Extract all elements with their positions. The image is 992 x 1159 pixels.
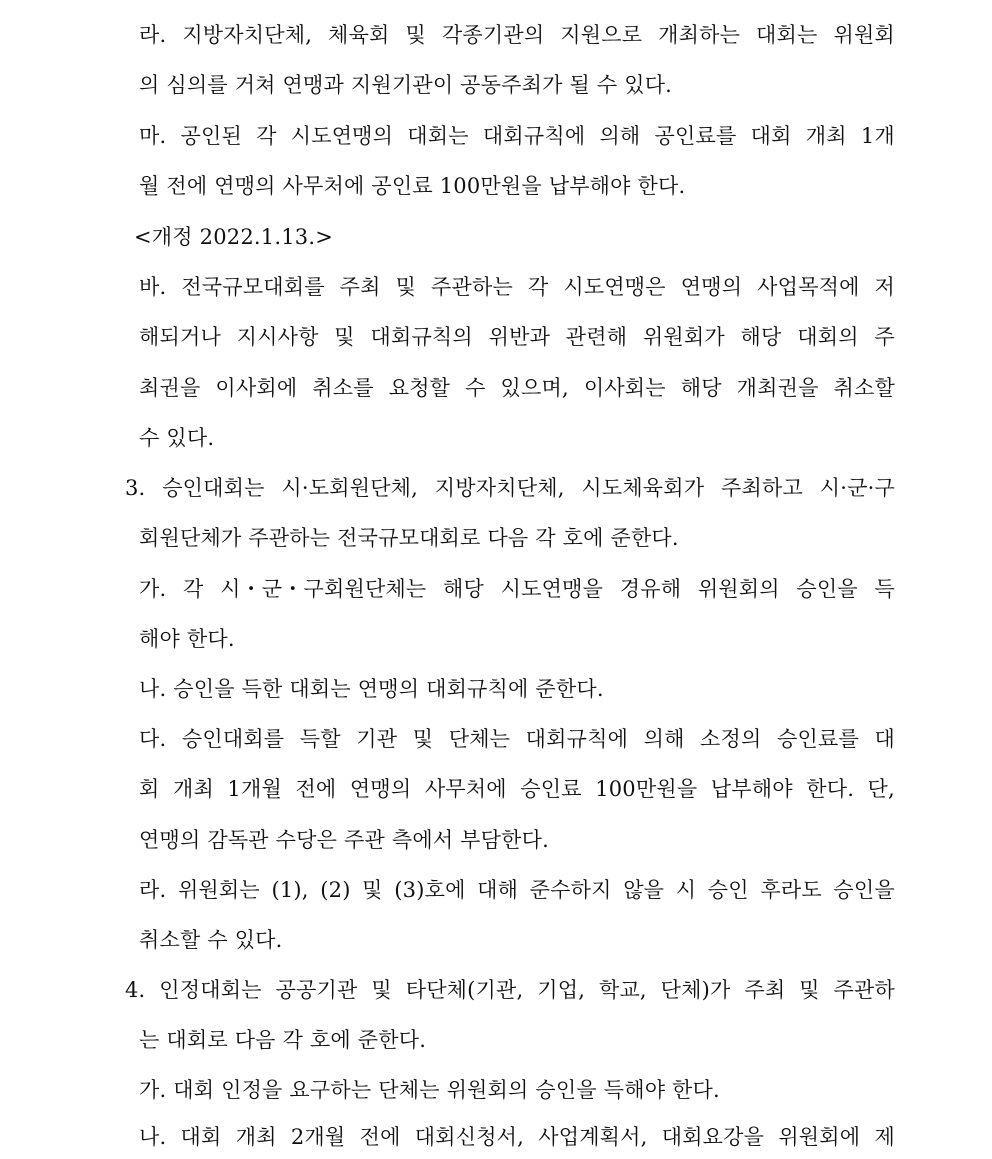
text-line	[139, 775, 895, 803]
word: 주관하	[833, 978, 895, 1002]
word: 전에	[295, 777, 337, 801]
word: 및	[395, 275, 417, 299]
text-line: 수 있다.	[139, 426, 215, 450]
word: 대회요강을	[661, 1125, 765, 1149]
word: 단체는	[448, 727, 511, 751]
text-line: 나. 승인을 득한 대회는 연맹의 대회규칙에 준한다.	[139, 677, 604, 701]
word: 단,	[867, 777, 895, 801]
word: 대회의	[797, 325, 859, 349]
word: 가.	[139, 577, 167, 601]
word: 최권을	[139, 376, 201, 400]
word: 단체)가	[660, 978, 731, 1002]
text-line: 는 대회로 다음 각 호에 준한다.	[139, 1028, 427, 1052]
word: (2)	[320, 878, 351, 902]
word: 위원회에	[778, 1125, 861, 1149]
word: 승인을	[796, 577, 858, 601]
word: 대회는	[407, 124, 469, 148]
word: 승인료를	[777, 727, 859, 751]
word: 요청할	[388, 376, 451, 400]
word: 공인된	[180, 124, 242, 148]
word: 지방자치단체,	[434, 476, 565, 500]
word: 시・군・구회원단체는	[220, 577, 427, 601]
word: 납부해야	[710, 777, 793, 801]
word: 해되거나	[139, 325, 221, 349]
word: 및	[362, 878, 383, 902]
word: 시도연맹의	[290, 124, 394, 148]
word: 지원으로	[560, 23, 643, 47]
word: 공공기관	[275, 978, 358, 1002]
word: 시도체육회가	[581, 476, 705, 500]
word: 개최하는	[658, 23, 741, 47]
word: 바.	[139, 275, 167, 299]
word: 및	[412, 727, 434, 751]
word: 해당	[443, 577, 485, 601]
text-line: 회원단체가 주관하는 전국규모대회로 다음 각 호에 준한다.	[139, 526, 679, 550]
word: 이사회에	[215, 376, 298, 400]
word: 취소할	[833, 376, 895, 400]
word: 각	[183, 577, 204, 601]
word: 개최	[805, 124, 847, 148]
word: 4.	[125, 978, 146, 1002]
word: 라.	[139, 878, 167, 902]
word: 주	[874, 325, 895, 349]
word: 지방자치단체,	[182, 23, 313, 47]
word: 라.	[139, 23, 167, 47]
word: 주최하고	[721, 476, 803, 500]
word: 사업계획서,	[538, 1125, 648, 1149]
word: 개최권을	[736, 376, 819, 400]
word: 해당	[680, 376, 722, 400]
text-line	[139, 273, 895, 301]
text-line	[125, 976, 895, 1004]
word: 준수하지	[529, 878, 612, 902]
word: 한다.	[806, 777, 855, 801]
word: 학교,	[598, 978, 647, 1002]
word: 기업,	[537, 978, 586, 1002]
text-line	[139, 21, 895, 49]
word: 대회는	[756, 23, 818, 47]
word: 관련해	[565, 325, 628, 349]
word: 연맹의	[680, 275, 743, 299]
word: 승인	[707, 878, 749, 902]
word: 1개월	[227, 777, 282, 801]
word: (3)호에	[394, 878, 466, 902]
word: 2개월	[290, 1125, 346, 1149]
text-line	[139, 323, 895, 351]
word: 전국규모대회를	[181, 275, 325, 299]
word: 취소를	[312, 376, 374, 400]
word: 사업목적에	[757, 275, 860, 299]
word: 대회신청서,	[414, 1125, 525, 1149]
word: 있으며,	[500, 376, 569, 400]
word: 개최	[172, 777, 214, 801]
word: 경유해	[619, 577, 682, 601]
word: 각종기관의	[441, 23, 545, 47]
word: 공인료를	[654, 124, 737, 148]
word: 및	[405, 23, 426, 47]
word: 각	[256, 124, 277, 148]
text-line	[139, 575, 895, 603]
word: 저	[874, 275, 895, 299]
word: 대해	[477, 878, 519, 902]
word: 체육회	[328, 23, 390, 47]
word: 기관	[356, 727, 398, 751]
word: 개최	[235, 1125, 277, 1149]
word: 시도연맹은	[563, 275, 666, 299]
word: 승인료	[520, 777, 582, 801]
word: 위원회는	[177, 878, 260, 902]
word: 소정의	[700, 727, 762, 751]
word: 회	[139, 777, 160, 801]
word: 후라도	[760, 878, 822, 902]
word: 전에	[359, 1125, 401, 1149]
word: 득할	[299, 727, 341, 751]
word: 연맹의	[349, 777, 412, 801]
word: 시·도회원단체,	[281, 476, 419, 500]
word: 100만원을	[595, 777, 698, 801]
word: 및	[799, 978, 820, 1002]
word: 시·군·구	[819, 476, 895, 500]
word: 각	[527, 275, 549, 299]
word: 대회규칙에	[525, 727, 629, 751]
word: 수	[465, 376, 486, 400]
word: 3.	[125, 476, 146, 500]
text-line	[139, 876, 895, 904]
text-line	[139, 374, 895, 402]
word: 대회	[180, 1125, 222, 1149]
text-line	[125, 474, 895, 502]
word: 위원회가	[642, 325, 725, 349]
text-line: 연맹의 감독관 수당은 주관 측에서 부담한다.	[139, 828, 549, 852]
word: 제	[874, 1125, 895, 1149]
word: 대회	[750, 124, 792, 148]
text-line: 가. 대회 인정을 요구하는 단체는 위원회의 승인을 득해야 한다.	[139, 1078, 720, 1102]
word: 주관하는	[431, 275, 513, 299]
word: 위원회	[833, 23, 895, 47]
word: 이사회는	[583, 376, 666, 400]
word: 나.	[139, 1125, 167, 1149]
word: 시	[675, 878, 697, 902]
word: 사무처에	[424, 777, 507, 801]
word: 의해	[599, 124, 641, 148]
word: 및	[371, 978, 392, 1002]
text-line: 해야 한다.	[139, 627, 235, 651]
word: 않을	[623, 878, 665, 902]
word: 승인을	[833, 878, 895, 902]
word: 해당	[740, 325, 782, 349]
word: 지시사항	[236, 325, 319, 349]
word: 주최	[339, 275, 381, 299]
text-line	[139, 1123, 895, 1151]
word: 의해	[643, 727, 685, 751]
word: 마.	[139, 124, 167, 148]
word: 타단체(기관,	[405, 978, 524, 1002]
text-line: 월 전에 연맹의 사무처에 공인료 100만원을 납부해야 한다.	[139, 174, 686, 198]
word: (1),	[271, 878, 309, 902]
word: 주최	[744, 978, 786, 1002]
word: 승인대회를	[181, 727, 285, 751]
word: 시도연맹을	[500, 577, 604, 601]
text-line: <개정 2022.1.13.>	[134, 225, 333, 249]
word: 다.	[139, 727, 167, 751]
word: 대회규칙에	[482, 124, 586, 148]
word: 위반과	[488, 325, 551, 349]
word: 득	[874, 577, 895, 601]
word: 인정대회는	[159, 978, 262, 1002]
word: 대회규칙의	[370, 325, 473, 349]
text-line	[139, 725, 895, 753]
word: 대	[874, 727, 895, 751]
word: 승인대회는	[162, 476, 265, 500]
text-line: 취소할 수 있다.	[139, 928, 283, 952]
word: 1개	[860, 124, 895, 148]
text-line	[139, 122, 895, 150]
text-line: 의 심의를 거쳐 연맹과 지원기관이 공동주최가 될 수 있다.	[139, 73, 673, 97]
word: 및	[334, 325, 355, 349]
word: 위원회의	[697, 577, 780, 601]
